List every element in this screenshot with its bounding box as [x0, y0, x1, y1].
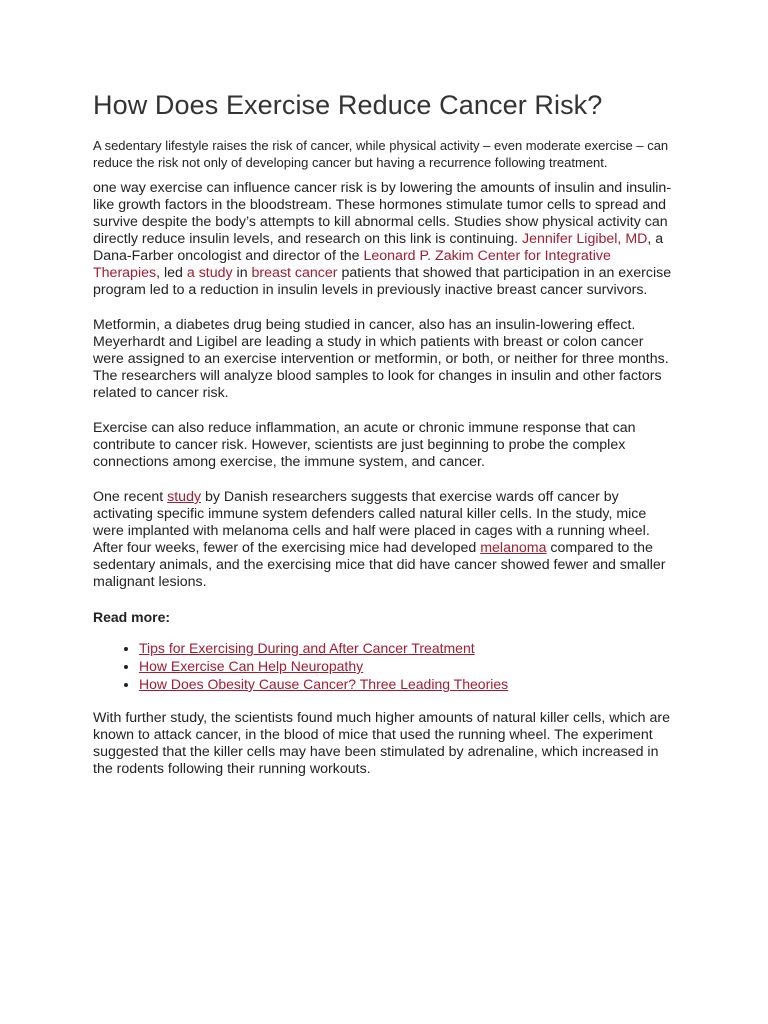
- paragraph-killer-cells: With further study, the scientists found much higher amounts of natural killer cells, which are known to attack cancer, in the blood of mice that used the running wheel. The experiment suggested that the killer cells may have been stimulated by adrenaline, which increased in the rodents following their running workouts.: [93, 710, 670, 777]
- link-melanoma[interactable]: melanoma: [480, 540, 547, 556]
- link-obesity-cancer[interactable]: How Does Obesity Cause Cancer? Three Leading Theories: [139, 676, 509, 692]
- read-more-list: [93, 639, 678, 693]
- paragraph-insulin: [93, 180, 678, 299]
- link-a-study[interactable]: a study: [186, 265, 233, 281]
- text-segment: one way exercise can influence cancer risk is by lowering the amounts of insulin and insulin-like growth factors in the bloodstream. These hormones stimulate tumor cells to spread and survive despite the body’s attempts to kill abnormal cells. Studies show physical activity can directly reduce insulin levels, and research on this link is continuing.: [93, 180, 672, 247]
- paragraph-metformin: Metformin, a diabetes drug being studied in cancer, also has an insulin-lowering effect. Meyerhardt and Ligibel are leading a study in which patients with breast or colon cancer were assigned to an exercise intervention or metformin, or both, or neither for three months. The researchers will analyze blood samples to look for changes in insulin and other factors related to cancer risk.: [93, 317, 669, 401]
- link-zakim-center[interactable]: Leonard P. Zakim Center for Integrative Therapies: [93, 248, 611, 281]
- read-more-heading: Read more:: [93, 609, 171, 625]
- link-tips-exercising[interactable]: Tips for Exercising During and After Cancer Treatment: [139, 640, 475, 656]
- intro-paragraph: A sedentary lifestyle raises the risk of cancer, while physical activity – even moderate exercise – can reduce the risk not only of developing cancer but having a recurrence following treatment.: [93, 138, 669, 170]
- text-segment: patients that showed that participation in an exercise program led to a reduction in insulin levels in previously inactive breast cancer survivors.: [93, 265, 672, 298]
- text-segment: , led: [156, 265, 187, 281]
- list-item: [139, 639, 678, 657]
- paragraph-danish-study: [93, 489, 678, 591]
- text-segment: , a Dana-Farber oncologist and director of the: [93, 231, 664, 264]
- paragraph-inflammation: Exercise can also reduce inflammation, an acute or chronic immune response that can contribute to cancer risk. However, scientists are just beginning to probe the complex connections among exercise, the immune system, and cancer.: [93, 420, 636, 470]
- text-segment: One recent: [93, 489, 168, 505]
- text-segment: compared to the sedentary animals, and the exercising mice that did have cancer showed fewer and smaller malignant lesions.: [93, 540, 666, 590]
- list-item: [139, 675, 678, 693]
- text-segment: in: [232, 265, 252, 281]
- link-breast-cancer[interactable]: breast cancer: [251, 265, 338, 281]
- page-title: How Does Exercise Reduce Cancer Risk?: [93, 90, 603, 120]
- list-item: [139, 657, 678, 675]
- link-exercise-neuropathy[interactable]: How Exercise Can Help Neuropathy: [139, 658, 364, 674]
- link-jennifer-ligibel[interactable]: Jennifer Ligibel, MD: [522, 231, 648, 247]
- link-study[interactable]: study: [167, 489, 202, 505]
- text-segment: by Danish researchers suggests that exercise wards off cancer by activating specific immune system defenders called natural killer cells. In the study, mice were implanted with melanoma cells and half were placed in cages with a running wheel. After four weeks, fewer of the exercising mice had developed: [93, 489, 650, 556]
